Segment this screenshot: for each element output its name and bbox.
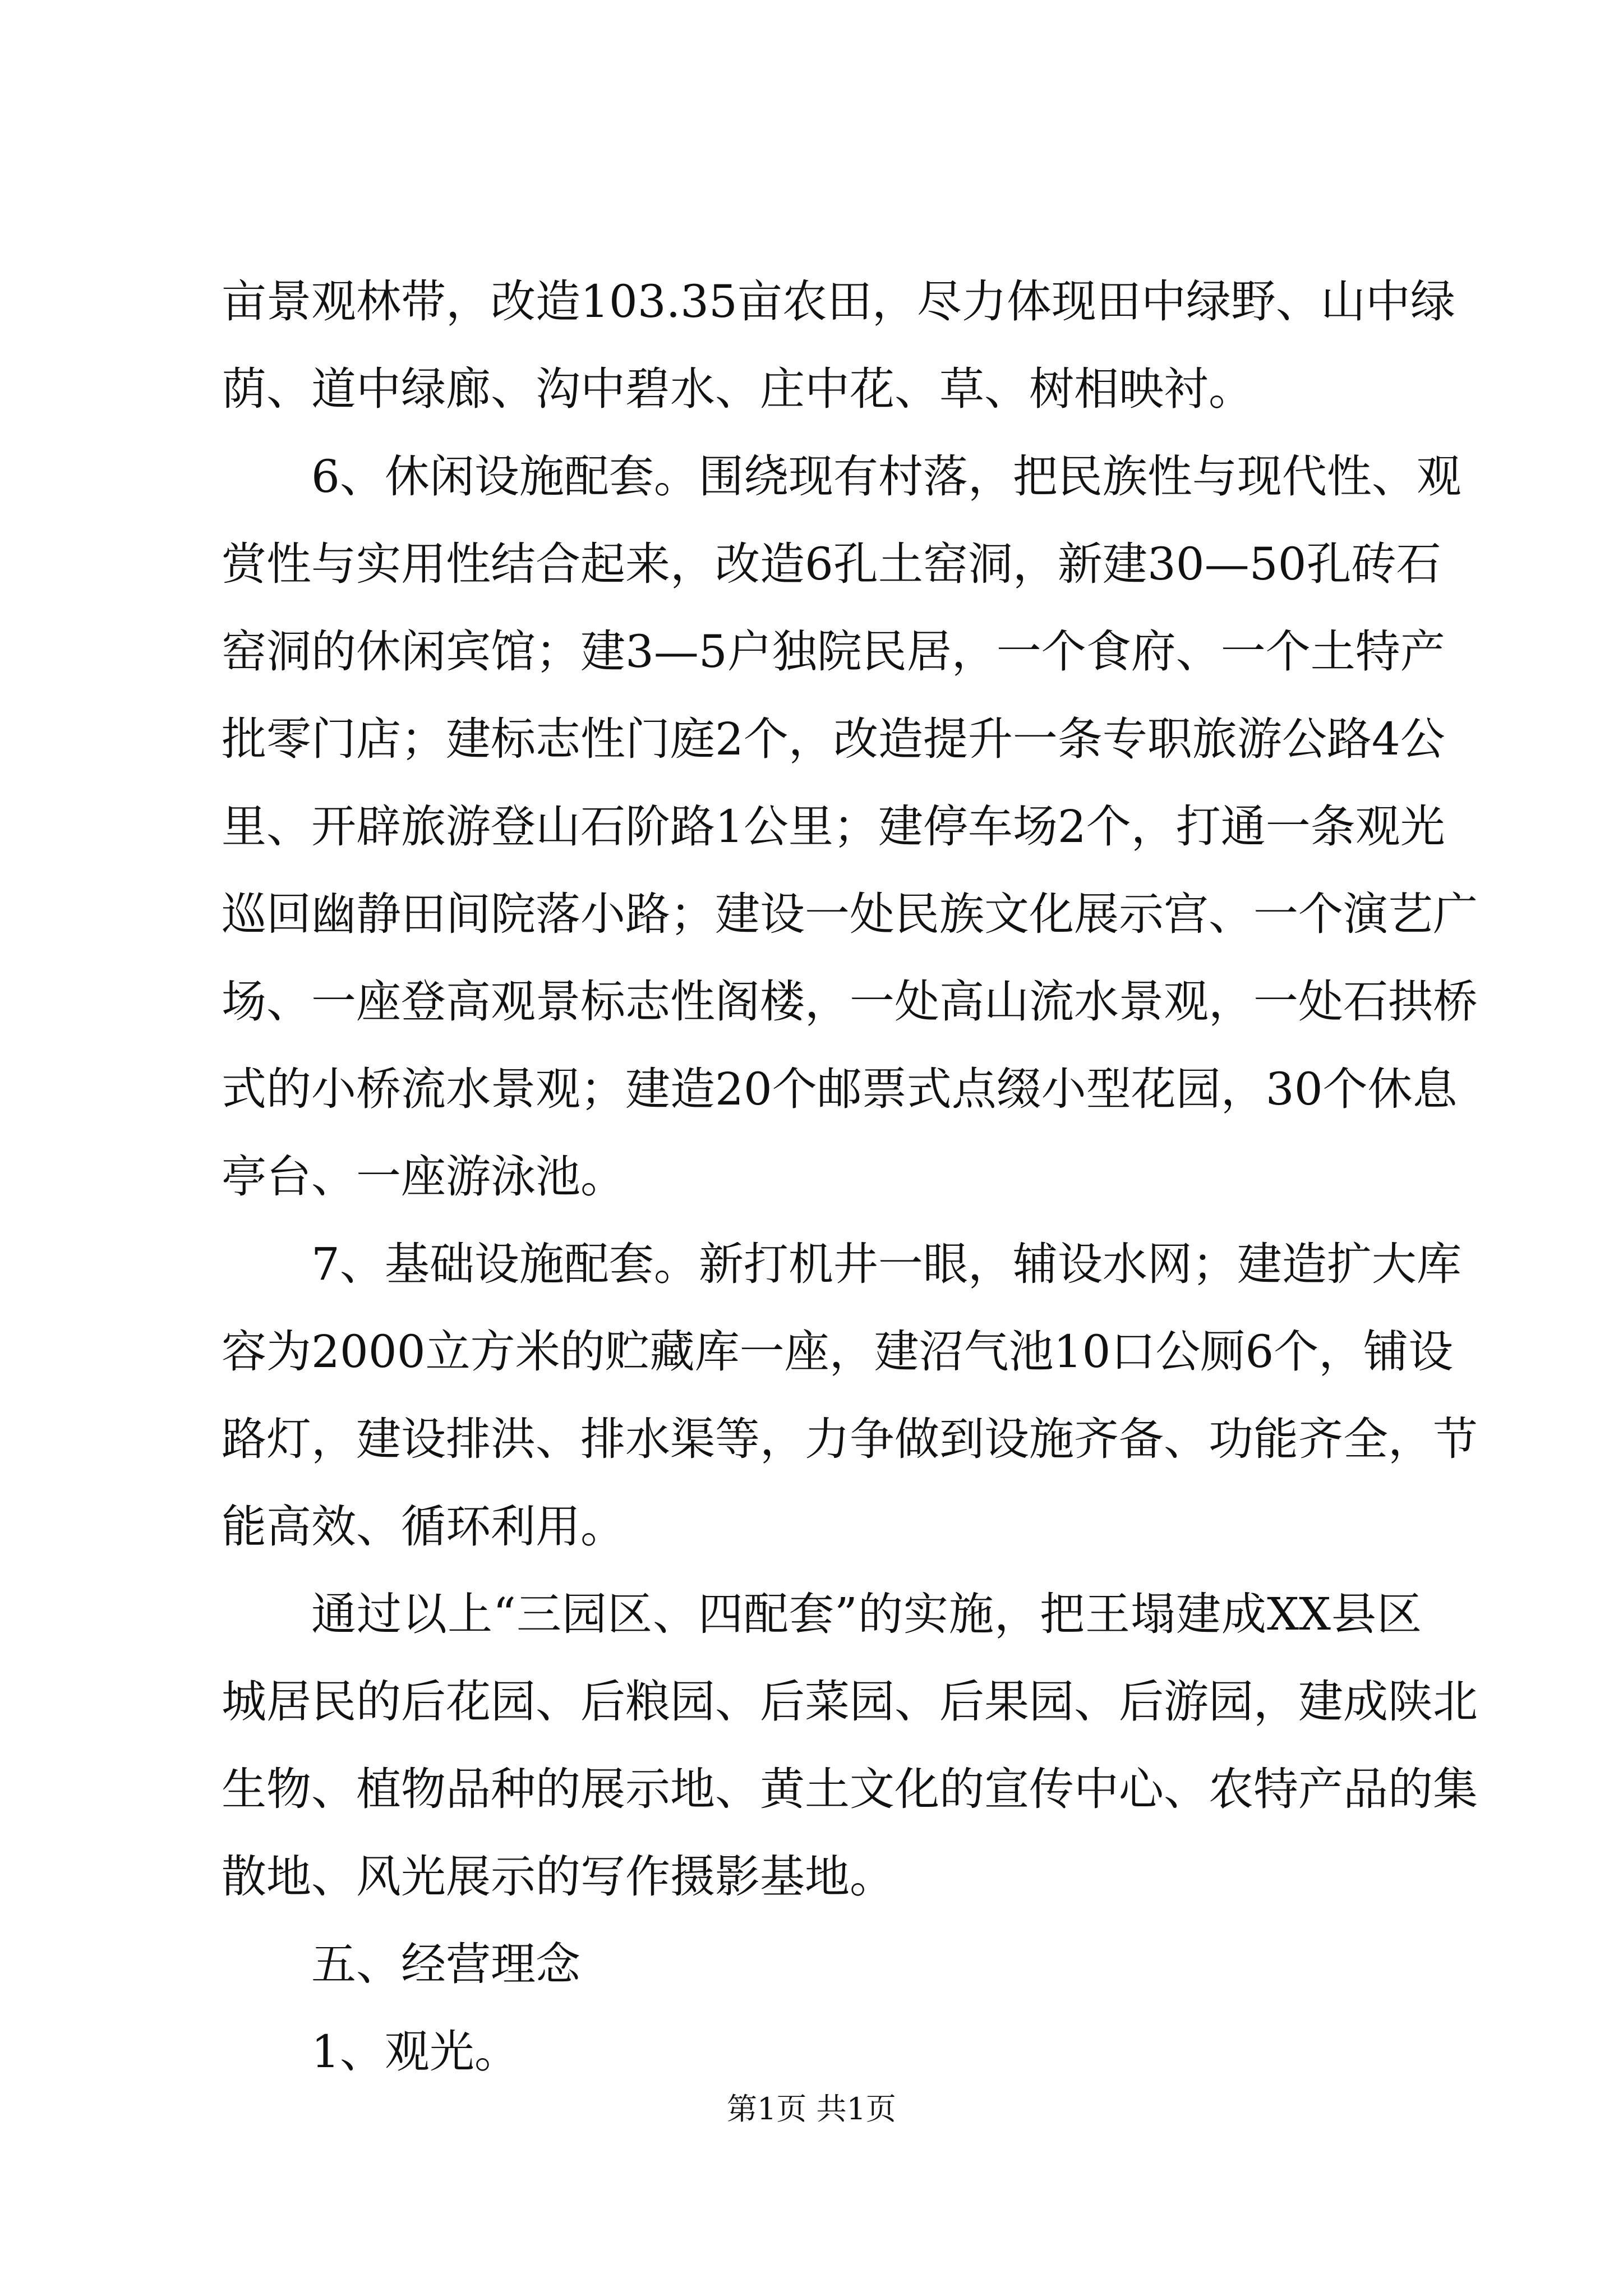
paragraph-leisure-facilities xyxy=(222,433,1478,1221)
text-line: 通过以上“三园区、四配套”的实施，把王塌建成XX县区 xyxy=(311,1588,1422,1640)
paragraph-summary xyxy=(222,1571,1478,1921)
text-line: 批零门店；建标志性门庭2个，改造提升一条专职旅游公路4公 xyxy=(222,713,1445,765)
paragraph-infrastructure xyxy=(222,1221,1478,1571)
text-line: 赏性与实用性结合起来，改造6孔土窑洞，新建30—50孔砖石 xyxy=(222,538,1441,590)
text-line: 散地、风光展示的写作摄影基地。 xyxy=(222,1851,895,1903)
text-line: 生物、植物品种的展示地、黄土文化的宣传中心、农特产品的集 xyxy=(222,1763,1478,1815)
text-line: 窑洞的休闲宾馆；建3—5户独院民居，一个食府、一个土特产 xyxy=(222,625,1445,678)
text-line: 路灯，建设排洪、排水渠等，力争做到设施齐备、功能齐全，节 xyxy=(222,1413,1478,1465)
text-line: 亭台、一座游泳池。 xyxy=(222,1151,625,1203)
list-item-sightseeing xyxy=(222,2008,1422,2096)
list-item-heading: 1、观光。 xyxy=(311,2026,519,2078)
text-line: 荫、道中绿廊、沟中碧水、庄中花、草、树相映衬。 xyxy=(222,363,1253,415)
text-line: 式的小桥流水景观；建造20个邮票式点缀小型花园，30个休息 xyxy=(222,1063,1458,1115)
page-number: 第1页 共1页 xyxy=(727,2091,896,2127)
document-body xyxy=(222,258,1478,2096)
text-line: 巡回幽静田间院落小路；建设一处民族文化展示宫、一个演艺广 xyxy=(222,888,1478,940)
section-heading: 五、经营理念 xyxy=(311,1938,580,1990)
paragraph-landscape xyxy=(222,258,1455,433)
text-line: 能高效、循环利用。 xyxy=(222,1501,625,1553)
text-line: 亩景观林带，改造103.35亩农田，尽力体现田中绿野、山中绿 xyxy=(222,275,1455,328)
text-line: 场、一座登高观景标志性阁楼，一处高山流水景观，一处石拱桥 xyxy=(222,976,1478,1028)
text-line: 6、休闲设施配套。围绕现有村落，把民族性与现代性、观 xyxy=(311,450,1461,503)
text-line: 容为2000立方米的贮藏库一座，建沼气池10口公厕6个，铺设 xyxy=(222,1326,1454,1378)
section-heading-business-philosophy xyxy=(222,1921,1422,2008)
text-line: 里、开辟旅游登山石阶路1公里；建停车场2个，打通一条观光 xyxy=(222,800,1445,853)
text-line: 城居民的后花园、后粮园、后菜园、后果园、后游园，建成陕北 xyxy=(222,1676,1478,1728)
page-footer xyxy=(0,2090,1623,2129)
text-line: 7、基础设施配套。新打机井一眼，辅设水网；建造扩大库 xyxy=(311,1238,1461,1290)
